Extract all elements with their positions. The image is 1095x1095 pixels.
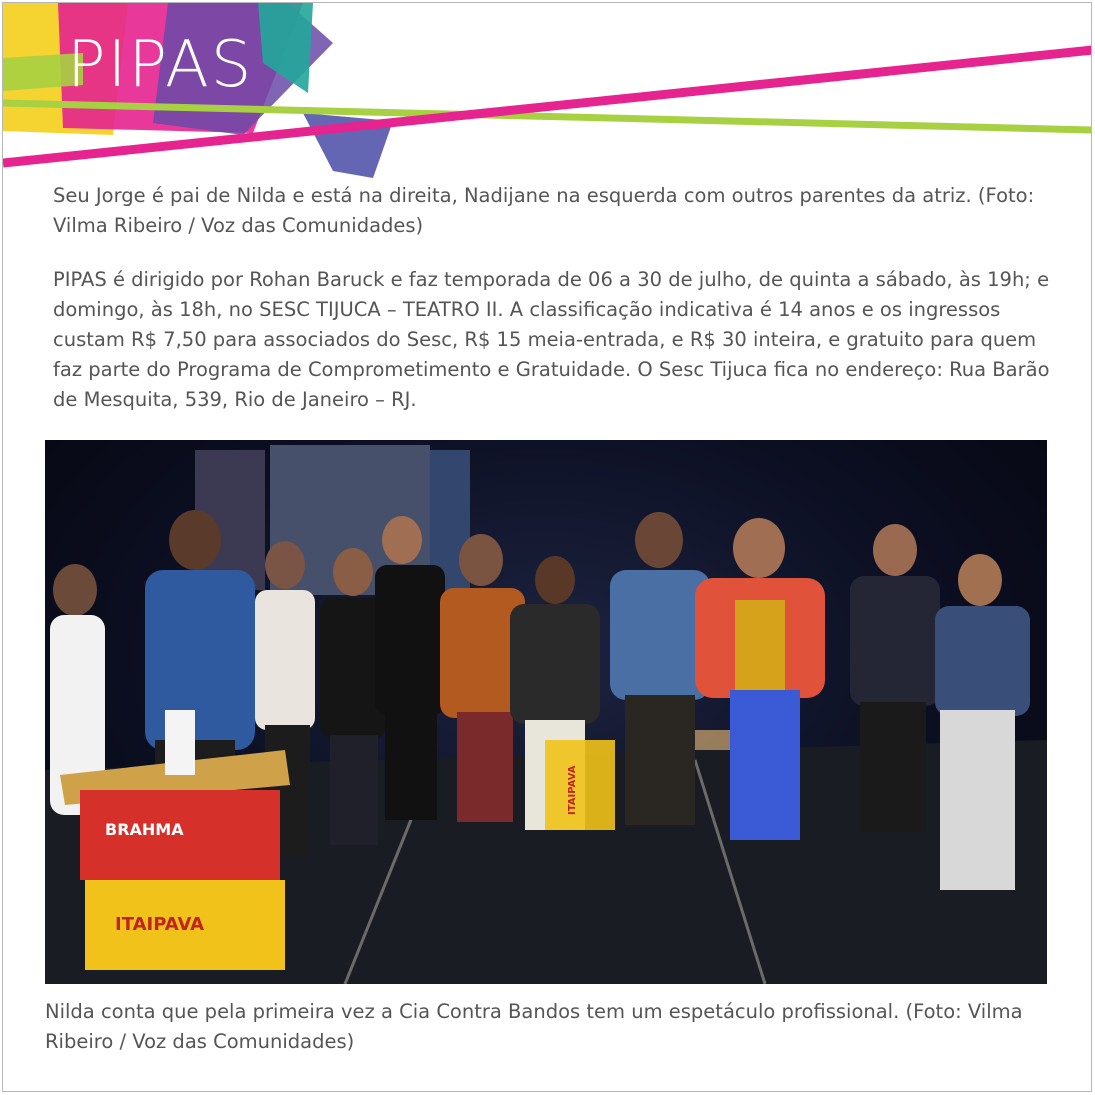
- crate-yellow-small: [545, 740, 615, 830]
- cast-photo-illustration: [45, 440, 1047, 984]
- photo-caption-bottom: Nilda conta que pela primeira vez a Cia Contra Bandos tem um espetáculo profissional. (Foto: Vilma Ribeiro / Voz das Comunidades): [45, 1000, 1023, 1053]
- pipas-logo: PIPAS: [67, 28, 254, 102]
- crate-label-itaipava: ITAIPAVA: [115, 914, 205, 935]
- photo-caption-top: Seu Jorge é pai de Nilda e está na direita, Nadijane na esquerda com outros parentes da atriz. (Foto: Vilma Ribeiro / Voz das Comunidades): [53, 184, 1035, 237]
- crate-label-brahma: BRAHMA: [105, 820, 184, 839]
- article-paragraph: PIPAS é dirigido por Rohan Baruck e faz temporada de 06 a 30 de julho, de quinta a sábado, às 19h; e domingo, às 18h, no SESC TIJUCA – TEATRO II. A classificação indicativa é 14 anos e os ingressos custam R$ 7,50 para associados do Sesc, R$ 15 meia-entrada, e R$ 30 inteira, e gratuito para quem faz parte do Programa de Comprometimento e Gratuidade. O Sesc Tijuca fica no endereço: Rua Barão de Mesquita, 539, Rio de Janeiro – RJ.: [53, 268, 1050, 411]
- post-card: [2, 2, 1092, 1092]
- paper-towel-roll: [165, 710, 195, 775]
- cast-photo: [45, 440, 1047, 984]
- crate-label-itaipava-small: ITAIPAVA: [567, 765, 578, 815]
